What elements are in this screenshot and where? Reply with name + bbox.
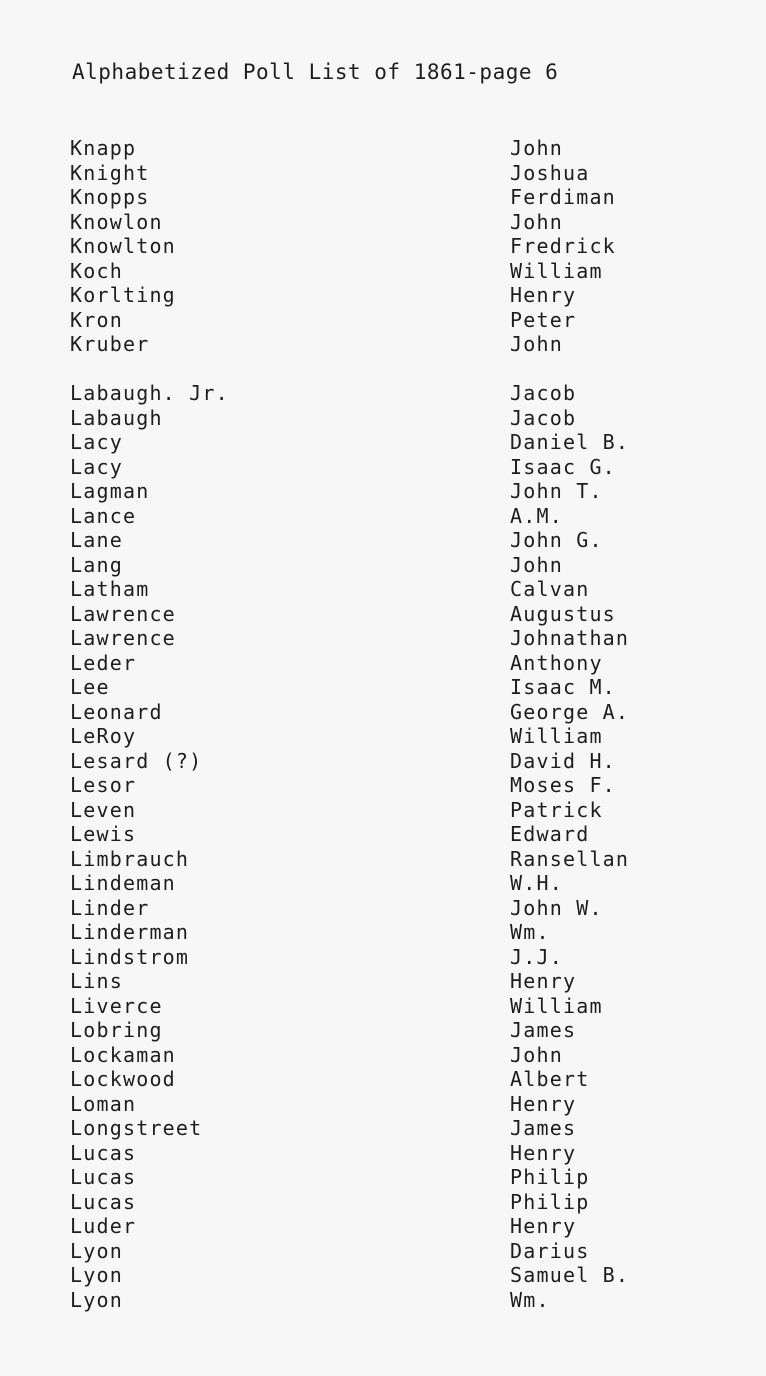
surname-cell: Knapp [70,136,137,160]
given-name-cell: Henry [510,283,577,307]
surname-cell: Lagman [70,479,150,503]
surname-cell: Lang [70,552,123,577]
list-item [70,283,730,308]
list-item [70,259,730,284]
surname-cell: Lesor [70,773,137,797]
given-name-cell: Edward [510,822,590,846]
list-item [70,896,730,921]
list-item [70,675,730,700]
surname-cell: Lucas [70,1140,137,1165]
surname-cell: Lobring [70,1018,163,1042]
list-item [70,1141,730,1166]
given-name-cell: Philip [510,1165,590,1189]
given-name-cell: Samuel B. [510,1263,630,1287]
given-name-cell: Daniel B. [510,430,630,454]
surname-cell: Linderman [70,920,190,944]
list-item [70,1092,730,1117]
list-item [70,381,730,406]
surname-cell: Lacy [70,454,123,479]
list-item [70,749,730,774]
list-item [70,1263,730,1288]
list-item [70,724,730,749]
list-item [70,455,730,480]
surname-cell: Leder [70,650,137,675]
given-name-cell: George A. [510,699,630,724]
surname-cell: Longstreet [70,1116,203,1140]
surname-cell: Lacy [70,430,123,454]
surname-cell: Lawrence [70,601,176,626]
list-item [70,528,730,553]
surname-cell: Leven [70,797,137,822]
list-item [70,1214,730,1239]
given-name-cell: John T. [510,479,603,503]
given-name-cell: Ransellan [510,846,630,871]
given-name-cell: W.H. [510,871,563,895]
given-name-cell: John [510,136,563,160]
list-item [70,234,730,259]
given-name-cell: Peter [510,307,577,332]
given-name-cell: Jacob [510,381,577,405]
surname-cell: Knowlon [70,209,163,234]
list-item [70,406,730,431]
surname-cell: Lewis [70,822,137,846]
surname-cell: Labaugh. Jr. [70,381,229,405]
given-name-cell: Moses F. [510,773,616,797]
surname-cell: Lucas [70,1165,137,1189]
surname-cell: Lindeman [70,871,176,895]
list-item [70,798,730,823]
given-name-cell: Albert [510,1067,590,1091]
surname-cell: Lockaman [70,1042,176,1067]
surname-cell: Knight [70,160,150,185]
page-title: Alphabetized Poll List of 1861-page 6 [72,60,559,84]
surname-cell: Lyon [70,1287,123,1312]
surname-cell: Lindstrom [70,944,190,969]
list-item [70,773,730,798]
list-item [70,1018,730,1043]
list-item [70,969,730,994]
given-name-cell: Philip [510,1189,590,1214]
surname-cell: Limbrauch [70,846,190,871]
given-name-cell: Anthony [510,650,603,675]
given-name-cell: Jacob [510,405,577,430]
given-name-cell: Darius [510,1238,590,1263]
surname-cell: Lyon [70,1263,123,1287]
surname-cell: Lawrence [70,626,176,650]
given-name-cell: Isaac M. [510,675,616,699]
list-item [70,602,730,627]
list-item [70,626,730,651]
given-name-cell: Wm. [510,920,550,944]
list-item [70,185,730,210]
list-item [70,1239,730,1264]
given-name-cell: William [510,258,603,283]
given-name-cell: J.J. [510,944,563,969]
surname-cell: Lance [70,503,137,528]
given-name-cell: Henry [510,969,577,993]
surname-cell: Korlting [70,283,176,307]
list-item [70,479,730,504]
given-name-cell: John W. [510,895,603,920]
given-name-cell: John G. [510,528,603,552]
given-name-cell: Henry [510,1091,577,1116]
given-name-cell: Henry [510,1140,577,1165]
given-name-cell: James [510,1116,577,1140]
surname-cell: Kruber [70,332,150,356]
list-item [70,1288,730,1313]
list-item [70,1190,730,1215]
surname-cell: Lucas [70,1189,137,1214]
list-item [70,822,730,847]
list-item [70,994,730,1019]
surname-cell: Lins [70,969,123,993]
list-item [70,1165,730,1190]
surname-cell: Labaugh [70,405,163,430]
list-item [70,161,730,186]
surname-cell: Koch [70,258,123,283]
list-item [70,1043,730,1068]
surname-cell: Linder [70,895,150,920]
given-name-cell: John [510,552,563,577]
surname-cell: Kron [70,307,123,332]
surname-cell: Latham [70,577,150,601]
given-name-cell: John [510,1042,563,1067]
list-item [70,577,730,602]
surname-cell: Loman [70,1091,137,1116]
list-item [70,945,730,970]
given-name-cell: David H. [510,748,616,773]
surname-cell: Lockwood [70,1067,176,1091]
list-item [70,504,730,529]
given-name-cell: John [510,209,563,234]
surname-cell: Knopps [70,185,150,209]
given-name-cell: Fredrick [510,234,616,258]
surname-cell: Knowlton [70,234,176,258]
given-name-cell: Henry [510,1214,577,1238]
surname-cell: Lyon [70,1238,123,1263]
given-name-cell: Augustus [510,601,616,626]
list-item [70,332,730,357]
given-name-cell: William [510,993,603,1018]
list-item [70,871,730,896]
given-name-cell: James [510,1018,577,1042]
k-surname-list [70,136,730,357]
surname-cell: Lee [70,675,110,699]
list-item [70,553,730,578]
given-name-cell: Calvan [510,577,590,601]
given-name-cell: Patrick [510,797,603,822]
list-item [70,651,730,676]
given-name-cell: John [510,332,563,356]
given-name-cell: Isaac G. [510,454,616,479]
list-item [70,1116,730,1141]
list-item [70,920,730,945]
surname-cell: Lane [70,528,123,552]
list-item [70,700,730,725]
list-item [70,308,730,333]
l-surname-list [70,381,730,1312]
list-item [70,430,730,455]
given-name-cell: Wm. [510,1287,550,1312]
list-item [70,847,730,872]
given-name-cell: William [510,724,603,748]
surname-cell: Liverce [70,993,163,1018]
given-name-cell: Ferdiman [510,185,616,209]
given-name-cell: Johnathan [510,626,630,650]
list-item [70,210,730,235]
list-item [70,1067,730,1092]
surname-cell: Leonard [70,699,163,724]
surname-cell: Lesard (?) [70,748,203,773]
surname-cell: Luder [70,1214,137,1238]
given-name-cell: A.M. [510,503,563,528]
surname-cell: LeRoy [70,724,137,748]
list-item [70,136,730,161]
given-name-cell: Joshua [510,160,590,185]
